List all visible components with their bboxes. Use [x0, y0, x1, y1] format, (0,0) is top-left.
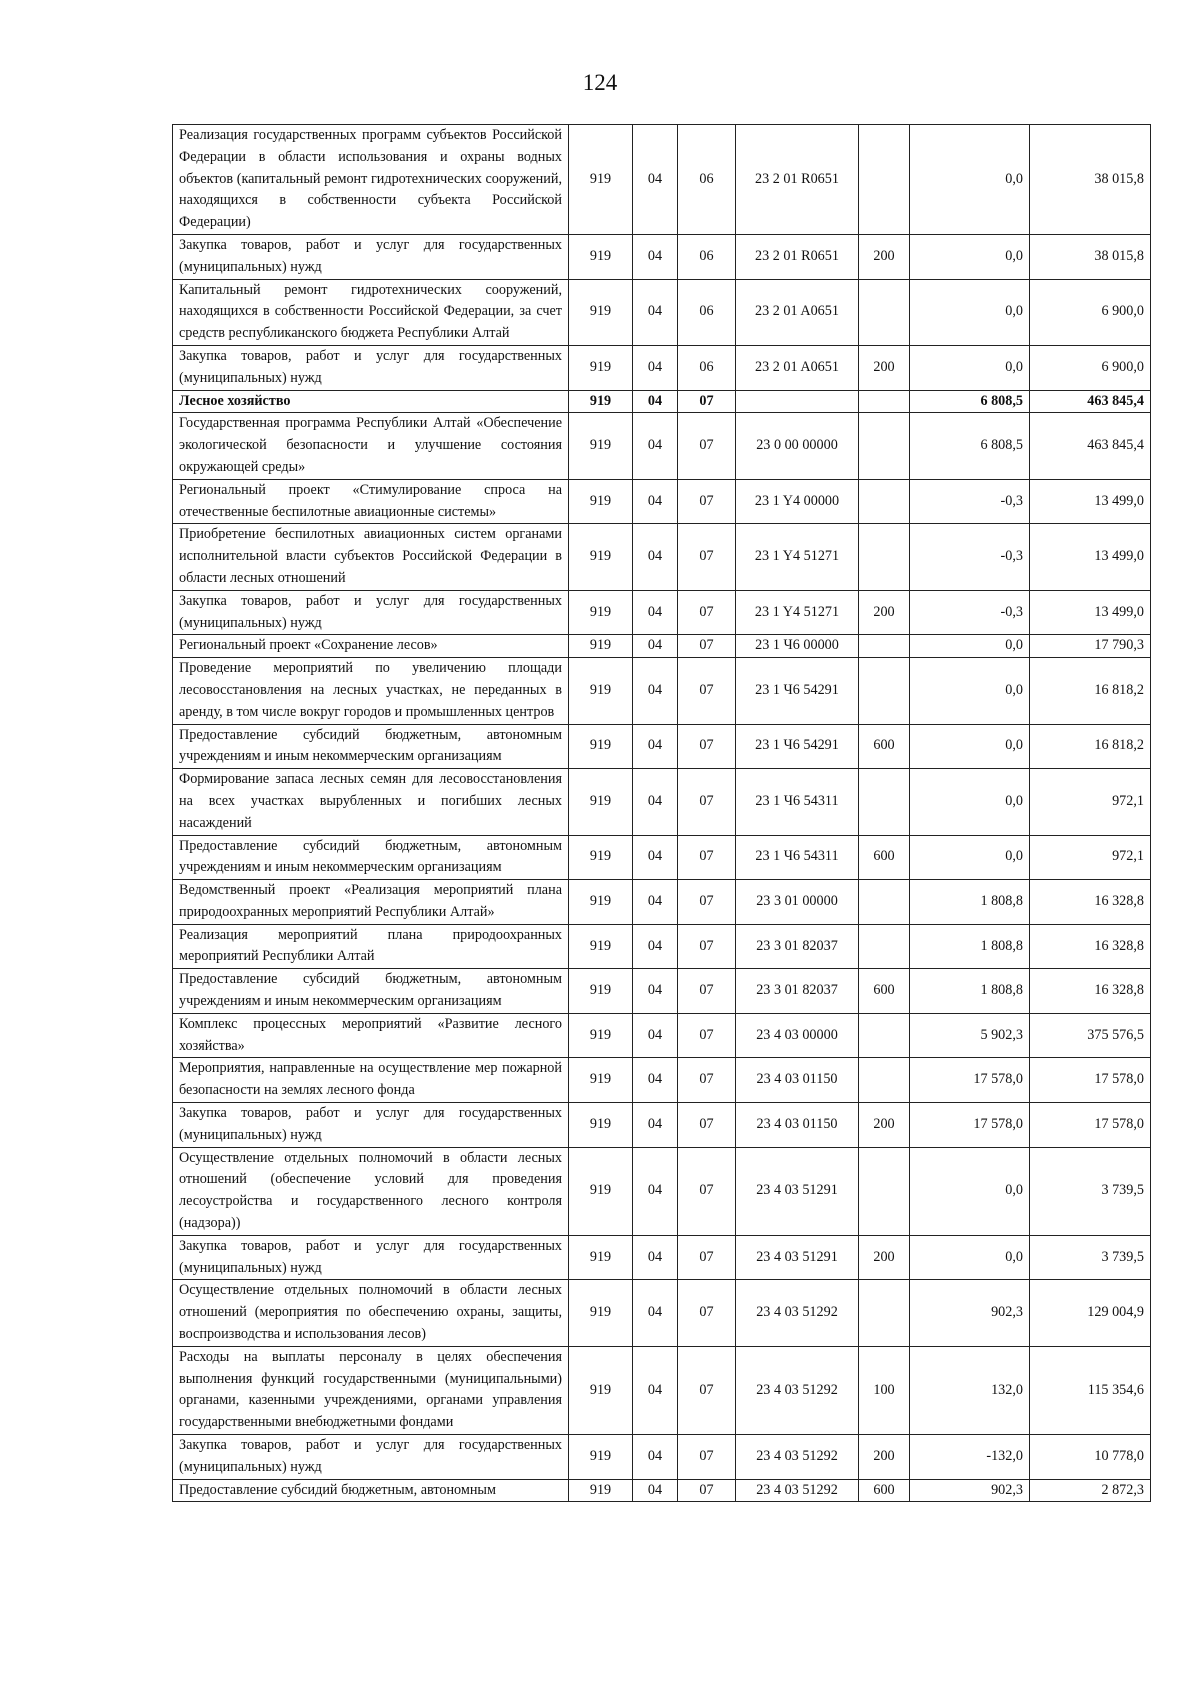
section-code: 04: [633, 390, 678, 413]
row-name: Региональный проект «Стимулирование спроса на отечественные беспилотные авиационные системы»: [173, 479, 569, 524]
expense-type-code: [859, 413, 910, 479]
section-code: 04: [633, 658, 678, 724]
expense-type-code: [859, 279, 910, 345]
section-code: 04: [633, 1058, 678, 1103]
expense-type-code: [859, 924, 910, 969]
amount-change: 132,0: [910, 1346, 1030, 1434]
table-row: [173, 1479, 1151, 1502]
budget-table: [172, 124, 1151, 1502]
amount-total: 17 790,3: [1030, 635, 1151, 658]
ministry-code: 919: [569, 724, 633, 769]
section-code: 04: [633, 724, 678, 769]
expense-type-code: 200: [859, 1435, 910, 1480]
amount-change: 6 808,5: [910, 390, 1030, 413]
table-row: [173, 769, 1151, 835]
target-article-code: [736, 390, 859, 413]
subsection-code: 06: [678, 345, 736, 390]
target-article-code: 23 1 Ч6 54291: [736, 658, 859, 724]
table-row: [173, 835, 1151, 880]
row-name: Лесное хозяйство: [173, 390, 569, 413]
ministry-code: 919: [569, 969, 633, 1014]
amount-change: 0,0: [910, 835, 1030, 880]
target-article-code: 23 1 Y4 51271: [736, 590, 859, 635]
ministry-code: 919: [569, 880, 633, 925]
section-code: 04: [633, 1103, 678, 1148]
subsection-code: 06: [678, 279, 736, 345]
amount-change: 0,0: [910, 724, 1030, 769]
table-row: [173, 880, 1151, 925]
amount-change: 17 578,0: [910, 1058, 1030, 1103]
ministry-code: 919: [569, 1235, 633, 1280]
ministry-code: 919: [569, 524, 633, 590]
amount-total: 17 578,0: [1030, 1058, 1151, 1103]
expense-type-code: [859, 125, 910, 235]
row-name: Осуществление отдельных полномочий в области лесных отношений (мероприятия по обеспечению охраны, защиты, воспроизводства и использования лесов): [173, 1280, 569, 1346]
section-code: 04: [633, 635, 678, 658]
subsection-code: 07: [678, 1479, 736, 1502]
row-name: Закупка товаров, работ и услуг для государственных (муниципальных) нужд: [173, 590, 569, 635]
expense-type-code: [859, 769, 910, 835]
row-name: Расходы на выплаты персоналу в целях обеспечения выполнения функций государственными (муниципальными) органами, казенными учреждениями, органами управления государственными внебюджетными фондами: [173, 1346, 569, 1434]
section-code: 04: [633, 234, 678, 279]
subsection-code: 07: [678, 1280, 736, 1346]
amount-change: 0,0: [910, 635, 1030, 658]
table-row: [173, 1435, 1151, 1480]
table-row: [173, 590, 1151, 635]
amount-change: 17 578,0: [910, 1103, 1030, 1148]
ministry-code: 919: [569, 1435, 633, 1480]
budget-table-body: [173, 125, 1151, 1502]
ministry-code: 919: [569, 279, 633, 345]
amount-total: 17 578,0: [1030, 1103, 1151, 1148]
row-name: Закупка товаров, работ и услуг для государственных (муниципальных) нужд: [173, 345, 569, 390]
expense-type-code: [859, 880, 910, 925]
expense-type-code: [859, 524, 910, 590]
row-name: Приобретение беспилотных авиационных систем органами исполнительной власти субъектов Российской Федерации в области лесных отношений: [173, 524, 569, 590]
ministry-code: 919: [569, 769, 633, 835]
amount-total: 129 004,9: [1030, 1280, 1151, 1346]
table-row: [173, 1280, 1151, 1346]
row-name: Реализация государственных программ субъектов Российской Федерации в области использования и охраны водных объектов (капитальный ремонт гидротехнических сооружений, находящихся в собственности субъекта Российской Федерации): [173, 125, 569, 235]
row-name: Осуществление отдельных полномочий в области лесных отношений (обеспечение условий для проведения лесоустройства и государственного лесного контроля (надзора)): [173, 1147, 569, 1235]
amount-total: 16 818,2: [1030, 658, 1151, 724]
amount-total: 10 778,0: [1030, 1435, 1151, 1480]
section-code: 04: [633, 479, 678, 524]
subsection-code: 07: [678, 1103, 736, 1148]
section-code: 04: [633, 413, 678, 479]
section-code: 04: [633, 345, 678, 390]
table-row: [173, 1013, 1151, 1058]
amount-change: 0,0: [910, 279, 1030, 345]
target-article-code: 23 1 Ч6 00000: [736, 635, 859, 658]
subsection-code: 07: [678, 769, 736, 835]
expense-type-code: [859, 658, 910, 724]
subsection-code: 06: [678, 125, 736, 235]
section-code: 04: [633, 969, 678, 1014]
table-row: [173, 1147, 1151, 1235]
amount-total: 972,1: [1030, 835, 1151, 880]
ministry-code: 919: [569, 1103, 633, 1148]
amount-total: 463 845,4: [1030, 413, 1151, 479]
amount-total: 13 499,0: [1030, 524, 1151, 590]
expense-type-code: 200: [859, 345, 910, 390]
amount-change: 902,3: [910, 1479, 1030, 1502]
ministry-code: 919: [569, 1013, 633, 1058]
subsection-code: 07: [678, 724, 736, 769]
amount-change: 0,0: [910, 769, 1030, 835]
amount-total: 115 354,6: [1030, 1346, 1151, 1434]
table-row: [173, 279, 1151, 345]
expense-type-code: 600: [859, 969, 910, 1014]
section-code: 04: [633, 125, 678, 235]
subsection-code: 07: [678, 1435, 736, 1480]
target-article-code: 23 1 Ч6 54311: [736, 835, 859, 880]
amount-change: 0,0: [910, 125, 1030, 235]
expense-type-code: 100: [859, 1346, 910, 1434]
subsection-code: 07: [678, 524, 736, 590]
table-row: [173, 658, 1151, 724]
target-article-code: 23 2 01 R0651: [736, 234, 859, 279]
section-code: 04: [633, 1147, 678, 1235]
row-name: Предоставление субсидий бюджетным, автономным учреждениям и иным некоммерческим организациям: [173, 835, 569, 880]
row-name: Комплекс процессных мероприятий «Развитие лесного хозяйства»: [173, 1013, 569, 1058]
amount-change: -132,0: [910, 1435, 1030, 1480]
amount-total: 13 499,0: [1030, 590, 1151, 635]
amount-total: 463 845,4: [1030, 390, 1151, 413]
table-row: [173, 724, 1151, 769]
amount-total: 38 015,8: [1030, 125, 1151, 235]
ministry-code: 919: [569, 125, 633, 235]
expense-type-code: [859, 635, 910, 658]
target-article-code: 23 4 03 51292: [736, 1280, 859, 1346]
target-article-code: 23 4 03 51291: [736, 1147, 859, 1235]
subsection-code: 07: [678, 1235, 736, 1280]
subsection-code: 07: [678, 969, 736, 1014]
ministry-code: 919: [569, 1346, 633, 1434]
ministry-code: 919: [569, 1058, 633, 1103]
row-name: Региональный проект «Сохранение лесов»: [173, 635, 569, 658]
subsection-code: 07: [678, 924, 736, 969]
table-row: [173, 635, 1151, 658]
subsection-code: 07: [678, 635, 736, 658]
amount-change: 0,0: [910, 658, 1030, 724]
row-name: Капитальный ремонт гидротехнических сооружений, находящихся в собственности Российской Федерации, за счет средств республиканского бюджета Республики Алтай: [173, 279, 569, 345]
amount-change: 0,0: [910, 1235, 1030, 1280]
amount-total: 375 576,5: [1030, 1013, 1151, 1058]
target-article-code: 23 3 01 82037: [736, 924, 859, 969]
row-name: Предоставление субсидий бюджетным, автономным учреждениям и иным некоммерческим организациям: [173, 969, 569, 1014]
target-article-code: 23 4 03 51292: [736, 1346, 859, 1434]
subsection-code: 07: [678, 1346, 736, 1434]
section-code: 04: [633, 279, 678, 345]
target-article-code: 23 3 01 82037: [736, 969, 859, 1014]
target-article-code: 23 4 03 01150: [736, 1103, 859, 1148]
target-article-code: 23 4 03 51292: [736, 1479, 859, 1502]
subsection-code: 07: [678, 479, 736, 524]
amount-change: 1 808,8: [910, 969, 1030, 1014]
subsection-code: 07: [678, 1013, 736, 1058]
section-code: 04: [633, 924, 678, 969]
ministry-code: 919: [569, 479, 633, 524]
subsection-code: 07: [678, 1058, 736, 1103]
section-code: 04: [633, 769, 678, 835]
amount-total: 3 739,5: [1030, 1147, 1151, 1235]
section-code: 04: [633, 1280, 678, 1346]
expense-type-code: 200: [859, 590, 910, 635]
expense-type-code: 600: [859, 835, 910, 880]
expense-type-code: [859, 1013, 910, 1058]
ministry-code: 919: [569, 835, 633, 880]
expense-type-code: 600: [859, 1479, 910, 1502]
row-name: Закупка товаров, работ и услуг для государственных (муниципальных) нужд: [173, 1235, 569, 1280]
amount-total: 972,1: [1030, 769, 1151, 835]
expense-type-code: [859, 479, 910, 524]
row-name: Предоставление субсидий бюджетным, автономным учреждениям и иным некоммерческим организациям: [173, 724, 569, 769]
target-article-code: 23 1 Y4 00000: [736, 479, 859, 524]
ministry-code: 919: [569, 1147, 633, 1235]
row-name: Проведение мероприятий по увеличению площади лесовосстановления на лесных участках, не переданных в аренду, в том числе вокруг городов и промышленных центров: [173, 658, 569, 724]
section-code: 04: [633, 835, 678, 880]
ministry-code: 919: [569, 1479, 633, 1502]
expense-type-code: [859, 1280, 910, 1346]
amount-change: 1 808,8: [910, 880, 1030, 925]
target-article-code: 23 1 Ч6 54291: [736, 724, 859, 769]
amount-total: 16 328,8: [1030, 880, 1151, 925]
amount-change: 0,0: [910, 345, 1030, 390]
ministry-code: 919: [569, 924, 633, 969]
table-row: [173, 969, 1151, 1014]
expense-type-code: [859, 1147, 910, 1235]
amount-total: 6 900,0: [1030, 345, 1151, 390]
section-code: 04: [633, 1013, 678, 1058]
row-name: Закупка товаров, работ и услуг для государственных (муниципальных) нужд: [173, 1103, 569, 1148]
expense-type-code: [859, 390, 910, 413]
amount-change: -0,3: [910, 524, 1030, 590]
table-row: [173, 390, 1151, 413]
target-article-code: 23 4 03 00000: [736, 1013, 859, 1058]
ministry-code: 919: [569, 590, 633, 635]
amount-total: 3 739,5: [1030, 1235, 1151, 1280]
row-name: Ведомственный проект «Реализация мероприятий плана природоохранных мероприятий Республики Алтай»: [173, 880, 569, 925]
row-name: Реализация мероприятий плана природоохранных мероприятий Республики Алтай: [173, 924, 569, 969]
page-number: 124: [582, 70, 618, 95]
section-code: 04: [633, 524, 678, 590]
amount-total: 38 015,8: [1030, 234, 1151, 279]
ministry-code: 919: [569, 345, 633, 390]
ministry-code: 919: [569, 413, 633, 479]
row-name: Закупка товаров, работ и услуг для государственных (муниципальных) нужд: [173, 1435, 569, 1480]
amount-change: -0,3: [910, 479, 1030, 524]
expense-type-code: 200: [859, 1103, 910, 1148]
table-row: [173, 234, 1151, 279]
amount-change: 6 808,5: [910, 413, 1030, 479]
ministry-code: 919: [569, 635, 633, 658]
expense-type-code: 200: [859, 1235, 910, 1280]
amount-change: 5 902,3: [910, 1013, 1030, 1058]
amount-change: 1 808,8: [910, 924, 1030, 969]
table-row: [173, 1058, 1151, 1103]
section-code: 04: [633, 880, 678, 925]
target-article-code: 23 3 01 00000: [736, 880, 859, 925]
section-code: 04: [633, 1235, 678, 1280]
table-row: [173, 345, 1151, 390]
expense-type-code: 600: [859, 724, 910, 769]
amount-total: 16 328,8: [1030, 969, 1151, 1014]
target-article-code: 23 1 Y4 51271: [736, 524, 859, 590]
row-name: Предоставление субсидий бюджетным, автономным: [173, 1479, 569, 1502]
subsection-code: 07: [678, 390, 736, 413]
section-code: 04: [633, 1435, 678, 1480]
subsection-code: 07: [678, 880, 736, 925]
amount-change: -0,3: [910, 590, 1030, 635]
section-code: 04: [633, 1346, 678, 1434]
amount-change: 0,0: [910, 1147, 1030, 1235]
amount-change: 0,0: [910, 234, 1030, 279]
subsection-code: 07: [678, 1147, 736, 1235]
subsection-code: 07: [678, 413, 736, 479]
amount-total: 6 900,0: [1030, 279, 1151, 345]
amount-change: 902,3: [910, 1280, 1030, 1346]
expense-type-code: 200: [859, 234, 910, 279]
subsection-code: 07: [678, 590, 736, 635]
target-article-code: 23 2 01 A0651: [736, 345, 859, 390]
target-article-code: 23 0 00 00000: [736, 413, 859, 479]
table-row: [173, 413, 1151, 479]
target-article-code: 23 4 03 51291: [736, 1235, 859, 1280]
table-row: [173, 1346, 1151, 1434]
target-article-code: 23 2 01 A0651: [736, 279, 859, 345]
table-row: [173, 524, 1151, 590]
amount-total: 2 872,3: [1030, 1479, 1151, 1502]
table-row: [173, 125, 1151, 235]
ministry-code: 919: [569, 1280, 633, 1346]
ministry-code: 919: [569, 658, 633, 724]
expense-type-code: [859, 1058, 910, 1103]
target-article-code: 23 1 Ч6 54311: [736, 769, 859, 835]
section-code: 04: [633, 1479, 678, 1502]
target-article-code: 23 2 01 R0651: [736, 125, 859, 235]
subsection-code: 07: [678, 835, 736, 880]
table-row: [173, 924, 1151, 969]
subsection-code: 07: [678, 658, 736, 724]
amount-total: 16 818,2: [1030, 724, 1151, 769]
table-row: [173, 1235, 1151, 1280]
row-name: Закупка товаров, работ и услуг для государственных (муниципальных) нужд: [173, 234, 569, 279]
row-name: Формирование запаса лесных семян для лесовосстановления на всех участках вырубленных и погибших лесных насаждений: [173, 769, 569, 835]
table-row: [173, 479, 1151, 524]
amount-total: 16 328,8: [1030, 924, 1151, 969]
row-name: Государственная программа Республики Алтай «Обеспечение экологической безопасности и улучшение состояния окружающей среды»: [173, 413, 569, 479]
ministry-code: 919: [569, 234, 633, 279]
amount-total: 13 499,0: [1030, 479, 1151, 524]
table-row: [173, 1103, 1151, 1148]
target-article-code: 23 4 03 51292: [736, 1435, 859, 1480]
target-article-code: 23 4 03 01150: [736, 1058, 859, 1103]
row-name: Мероприятия, направленные на осуществление мер пожарной безопасности на землях лесного фонда: [173, 1058, 569, 1103]
section-code: 04: [633, 590, 678, 635]
ministry-code: 919: [569, 390, 633, 413]
subsection-code: 06: [678, 234, 736, 279]
